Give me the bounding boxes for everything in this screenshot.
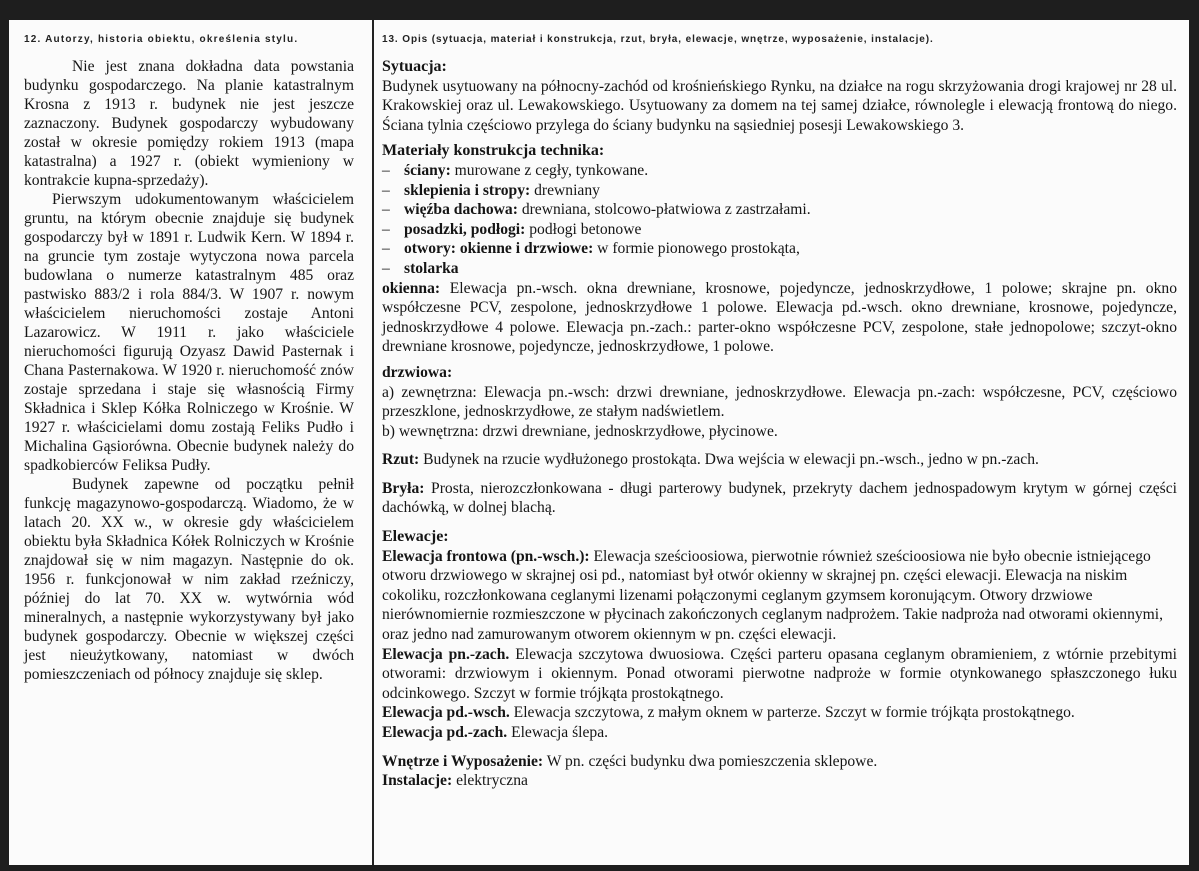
instalacje-text: Instalacje: elektryczna bbox=[382, 772, 528, 790]
section-13-heading: 13. Opis (sytuacja, materiał i konstrukcja, rzut, bryła, elewacje, wnętrze, wyposażenie, instalacje). bbox=[382, 34, 934, 45]
history-paragraph-2: Pierwszym udokumentowanym właścicielem gruntu, na którym obecnie znajduje się budynek gospodarczy był w 1891 r. Ludwik Kern. W 1894 r. na gruncie tym zostaje wytyczona nowa parcela budowlana o numerze katastralnym 485 oraz pastwisko 883/2 i rola 884/3. W 1907 r. nowym właścicielem nieruchomości zostaje Antoni Lazarowicz. W 1911 r. jako właściciele nieruchomości figurują Ozyasz Dawid Pasternak i Chana Pasternakowa. W 1920 r. nieruchomość znów zostaje sprzedana i staje się własnością Firmy Składnica i Sklep Kółka Rolniczego w Krośnie. W 1927 r. właścicielami domu zostają Feliks Pudło i Michalina Gąsiorówna. Obecnie budynek należy do spadkobierców Feliksa Pudły. bbox=[24, 191, 354, 474]
column-divider bbox=[372, 20, 374, 865]
material-item: – otwory: okienne i drzwiowe: w formie pionowego prostokąta, bbox=[382, 240, 800, 258]
material-item: – stolarka bbox=[382, 259, 459, 277]
elewacja-pd-wsch: Elewacja pd.-wsch. Elewacja szczytowa, z małym oknem w parterze. Szczyt w formie trójkąta prostokątnego. bbox=[382, 704, 1075, 722]
history-paragraph-1: Nie jest znana dokładna data powstania budynku gospodarczego. Na planie katastralnym Krosna z 1913 r. budynek nie jest jeszcze zaznaczony. Budynek gospodarczy wybudowany został w okresie pomiędzy rokiem 1913 (mapa katastralna) a 1927 r. (obiekt wymieniony w kontrakcie kupna-sprzedaży). bbox=[24, 58, 354, 189]
elewacje-title: Elewacje: bbox=[382, 528, 449, 546]
elewacja-pn-zach: Elewacja pn.-zach. Elewacja szczytowa dwuosiowa. Części parteru opasana ceglanym obramieniem, z wtórnie przebitymi otworami: drzwiowym i okiennym. Ponad otworami pierwotne nadproże w formie otynkowanego spłaszczonego łuku odcinkowego. Szczyt w formie trójkąta prostokątnego. bbox=[382, 645, 1177, 702]
drzwiowa-b: b) wewnętrzna: drzwi drewniane, jednoskrzydłowe, płycinowe. bbox=[382, 422, 778, 440]
document-page bbox=[9, 20, 1189, 865]
elewacja-frontowa: Elewacja frontowa (pn.-wsch.): Elewacja sześcioosiowa, pierwotnie również sześcioosiowa nie było obecnie istniejącego otworu drzwiowego w skrajnej osi pd., natomiast był otwór okienny w skrajnej pn. części elewacji. Elewacja na niskim cokoliku, rozczłonkowana ceglanymi lizenami połączonymi ceglanym gzymsem koronującym. Otwory drzwiowe nierównomiernie rozmieszczone w płycinach zakończonych ceglanym nadprożem. Takie nadproża nad otworami okiennymi, oraz jedno nad zamurowanym otworem okiennym w pn. części elewacji. bbox=[382, 547, 1164, 644]
drzwiowa-a: a) zewnętrzna: Elewacja pn.-wsch: drzwi drewniane, jednoskrzydłowe. Elewacja pn.-zach: współczesne, PCV, częściowo przeszklone, jednoskrzydłowe, ze stałym nadświetlem. bbox=[382, 383, 1177, 421]
material-item: – posadzki, podłogi: podłogi betonowe bbox=[382, 220, 642, 238]
materialy-title: Materiały konstrukcja technika: bbox=[382, 142, 605, 160]
history-text bbox=[24, 57, 354, 684]
sytuacja-title: Sytuacja: bbox=[382, 58, 447, 75]
section-12-heading: 12. Autorzy, historia obiektu, określenia stylu. bbox=[24, 34, 299, 45]
bryla-text: Bryła: Prosta, nierozczłonkowana - długi parterowy budynek, przekryty dachem jednospadowym krytym w górnej części dachówką, w dolnej blachą. bbox=[382, 479, 1177, 517]
elewacja-pd-zach: Elewacja pd.-zach. Elewacja ślepa. bbox=[382, 724, 609, 741]
wnetrze-text: Wnętrze i Wyposażenie: W pn. części budynku dwa pomieszczenia sklepowe. bbox=[382, 752, 878, 770]
section-13-column bbox=[382, 34, 1177, 791]
history-paragraph-3: Budynek zapewne od początku pełnił funkcję magazynowo-gospodarczą. Wiadomo, że w latach 20. XX w., w okresie gdy właścicielem obiektu była Składnica Kółek Rolniczych w Krośnie znajdował się w nim magazyn. Następnie do ok. 1956 r. funkcjonował w nim zakład rzeźniczy, później do lat 70. XX w. wytwórnia wód mineralnych, a następnie wykorzystywany był jako budynek gospodarczy. Obecnie w większej części jest nieużytkowany, natomiast w dwóch pomieszczeniach od północy znajduje się sklep. bbox=[24, 476, 354, 683]
material-item: – sklepienia i stropy: drewniany bbox=[382, 181, 600, 199]
rzut-text: Rzut: Budynek na rzucie wydłużonego prostokąta. Dwa wejścia w elewacji pn.-wsch., jedno w pn.-zach. bbox=[382, 451, 1039, 469]
drzwiowa-title: drzwiowa: bbox=[382, 363, 453, 381]
material-item: – więźba dachowa: drewniana, stolcowo-płatwiowa z zastrzałami. bbox=[382, 201, 811, 219]
section-12-column bbox=[24, 34, 354, 684]
sytuacja-text: Budynek usytuowany na północny-zachód od krośnieńskiego Rynku, na działce na rogu skrzyżowania drogi krajowej nr 28 ul. Krakowskiej oraz ul. Lewakowskiego. Usytuowany za domem na tej samej działce, równolegle i elewacją frontową do niego. Ściana tylnia częściowo przylega do ściany budynku na sąsiedniej posesji Lewakowskiego 3. bbox=[382, 77, 1177, 134]
okienna-text: okienna: Elewacja pn.-wsch. okna drewniane, krosnowe, pojedyncze, jednoskrzydłowe, 1 polowe; skrajne pn. okno współczesne PCV, zespolone, jednoskrzydłowe 1 polowe. Elewacja pd.-wsch. okno drewniane, krosnowe, pojedyncze, jednoskrzydłowe 4 polowe. Elewacja pn.-zach.: parter-okno współczesne PCV, zespolone, stałe jednopolowe; szczyt-okno drewniane krosnowe, pojedyncze, jednoskrzydłowe, 1 polowe. bbox=[382, 279, 1177, 356]
material-item: – ściany: murowane z cegły, tynkowane. bbox=[382, 161, 649, 179]
description-text bbox=[382, 57, 1177, 791]
